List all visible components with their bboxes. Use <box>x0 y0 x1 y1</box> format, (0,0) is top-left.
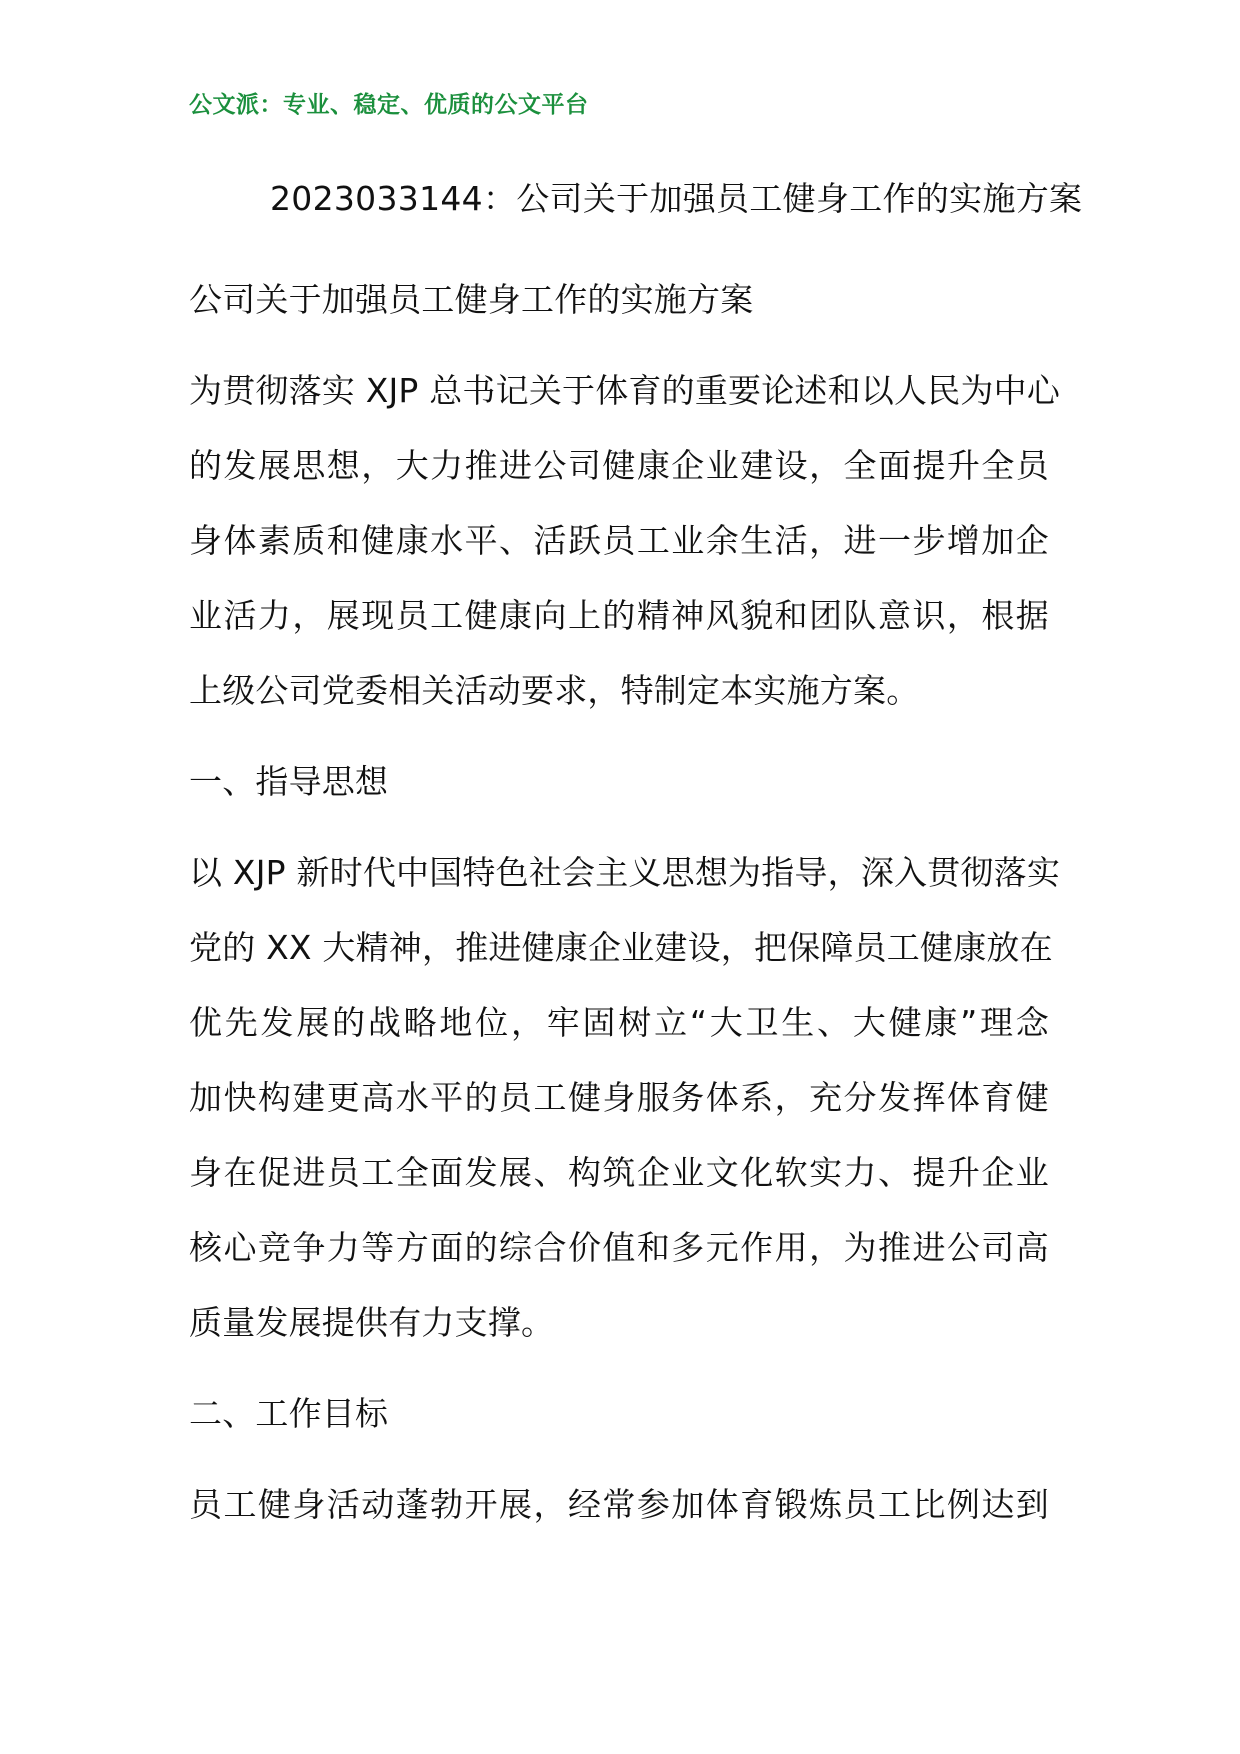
section-heading-guiding-thought: 一、指导思想 <box>189 762 389 801</box>
paragraph-line: 质量发展提供有力支撑。 <box>189 1303 555 1342</box>
document-subtitle: 公司关于加强员工健身工作的实施方案 <box>189 280 754 319</box>
section-heading-work-goals: 二、工作目标 <box>189 1394 389 1433</box>
paragraph-line: 党的 XX 大精神，推进健康企业建设，把保障员工健康放在 <box>189 928 1053 967</box>
paragraph-line: 为贯彻落实 XJP 总书记关于体育的重要论述和以人民为中心 <box>189 371 1061 410</box>
document-body <box>189 262 1061 1542</box>
paragraph-line: 核心竞争力等方面的综合价值和多元作用，为推进公司高 <box>189 1228 1049 1267</box>
paragraph-line: 上级公司党委相关活动要求，特制定本实施方案。 <box>189 671 920 710</box>
brand-header: 公文派：专业、稳定、优质的公文平台 <box>189 92 589 118</box>
document-title: 2023033144：公司关于加强员工健身工作的实施方案 <box>270 179 1083 218</box>
paragraph-line: 身体素质和健康水平、活跃员工业余生活，进一步增加企 <box>189 521 1049 560</box>
paragraph-line: 身在促进员工全面发展、构筑企业文化软实力、提升企业 <box>189 1153 1049 1192</box>
paragraph-line: 以 XJP 新时代中国特色社会主义思想为指导，深入贯彻落实 <box>189 853 1061 892</box>
paragraph-line: 业活力，展现员工健康向上的精神风貌和团队意识，根据 <box>189 596 1049 635</box>
intro-paragraph <box>189 353 1061 728</box>
work-goals-paragraph <box>189 1467 1049 1542</box>
paragraph-line: 员工健身活动蓬勃开展，经常参加体育锻炼员工比例达到 <box>189 1485 1049 1524</box>
paragraph-line: 的发展思想，大力推进公司健康企业建设，全面提升全员 <box>189 446 1049 485</box>
paragraph-line: 优先发展的战略地位，牢固树立“大卫生、大健康”理念 <box>189 1003 1049 1042</box>
paragraph-line: 加快构建更高水平的员工健身服务体系，充分发挥体育健 <box>189 1078 1049 1117</box>
guiding-thought-paragraph <box>189 835 1061 1360</box>
